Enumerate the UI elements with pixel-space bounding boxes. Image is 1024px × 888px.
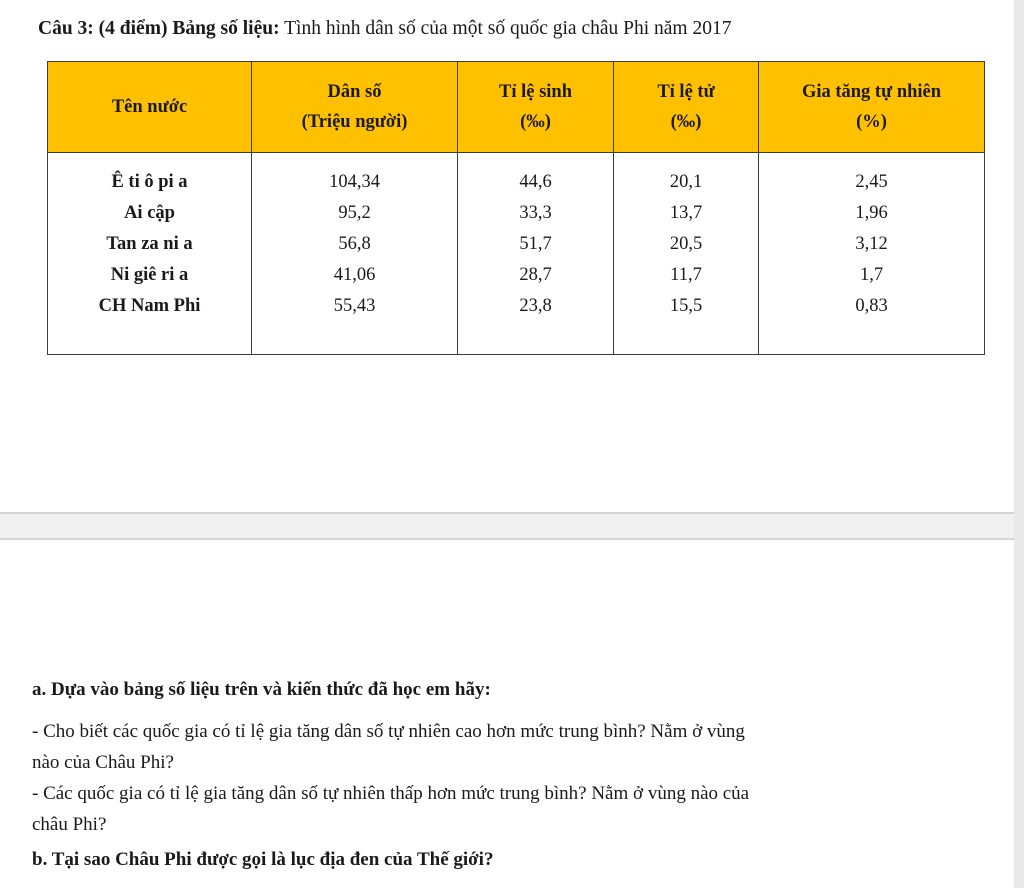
birth-rate-cell: 23,8 bbox=[519, 296, 552, 316]
table-body-row bbox=[48, 153, 985, 355]
death-rate-cell: 20,5 bbox=[669, 234, 703, 254]
header-natural-growth: Gia tăng tự nhiên (%) bbox=[759, 62, 985, 153]
part-a-line: châu Phi? bbox=[32, 814, 107, 835]
country-cell: Ê ti ô pi a bbox=[111, 172, 188, 192]
birth-rate-column bbox=[458, 153, 614, 355]
natural-growth-cell: 0,83 bbox=[855, 296, 888, 316]
birth-rate-cell: 33,3 bbox=[519, 203, 552, 223]
country-cell: Tan za ni a bbox=[106, 234, 193, 254]
population-column bbox=[252, 153, 458, 355]
country-column bbox=[48, 153, 252, 355]
question-title-text: Tình hình dân số của một số quốc gia châu Phi năm 2017 bbox=[284, 18, 732, 39]
birth-rate-cell: 28,7 bbox=[519, 265, 552, 285]
header-death-rate: Tỉ lệ tử (‰) bbox=[614, 62, 759, 153]
death-rate-cell: 13,7 bbox=[669, 203, 703, 223]
header-population: Dân số (Triệu người) bbox=[252, 62, 458, 153]
birth-rate-cell: 44,6 bbox=[519, 172, 552, 192]
part-a-line: - Các quốc gia có tỉ lệ gia tăng dân số tự nhiên thấp hơn mức trung bình? Nằm ở vùng nào của bbox=[32, 783, 750, 804]
country-cell: Ni giê ri a bbox=[110, 265, 189, 285]
natural-growth-cell: 3,12 bbox=[855, 234, 888, 254]
page-edge bbox=[1014, 0, 1024, 888]
part-a-line: - Cho biết các quốc gia có tỉ lệ gia tăng dân số tự nhiên cao hơn mức trung bình? Nằm ở vùng bbox=[32, 721, 745, 742]
death-rate-cell: 15,5 bbox=[669, 296, 703, 316]
country-cell: Ai cập bbox=[124, 203, 175, 223]
population-cell: 95,2 bbox=[338, 203, 371, 223]
questions-section bbox=[32, 674, 992, 880]
death-rate-cell: 20,1 bbox=[669, 172, 703, 192]
population-cell: 55,43 bbox=[333, 296, 376, 316]
part-a-heading: a. Dựa vào bảng số liệu trên và kiến thức đã học em hãy: bbox=[32, 679, 491, 700]
natural-growth-cell: 2,45 bbox=[855, 172, 888, 192]
table-header-row bbox=[48, 62, 985, 153]
header-country: Tên nước bbox=[48, 62, 252, 153]
natural-growth-column bbox=[759, 153, 985, 355]
death-rate-column bbox=[614, 153, 759, 355]
question-label: Câu 3: (4 điểm) Bảng số liệu: bbox=[38, 18, 280, 39]
death-rate-cell: 11,7 bbox=[670, 265, 702, 285]
part-a-line: nào của Châu Phi? bbox=[32, 752, 174, 773]
birth-rate-cell: 51,7 bbox=[519, 234, 552, 254]
natural-growth-cell: 1,7 bbox=[859, 265, 884, 285]
part-b-heading: b. Tại sao Châu Phi được gọi là lục địa đen của Thế giới? bbox=[32, 849, 494, 870]
population-cell: 41,06 bbox=[333, 265, 376, 285]
header-birth-rate: Tỉ lệ sinh (‰) bbox=[458, 62, 614, 153]
country-cell: CH Nam Phi bbox=[98, 296, 201, 316]
natural-growth-cell: 1,96 bbox=[855, 203, 888, 223]
population-table bbox=[47, 61, 985, 355]
population-cell: 104,34 bbox=[329, 172, 380, 192]
page-separator bbox=[0, 512, 1014, 540]
question-title bbox=[38, 18, 731, 40]
population-cell: 56,8 bbox=[338, 234, 371, 254]
